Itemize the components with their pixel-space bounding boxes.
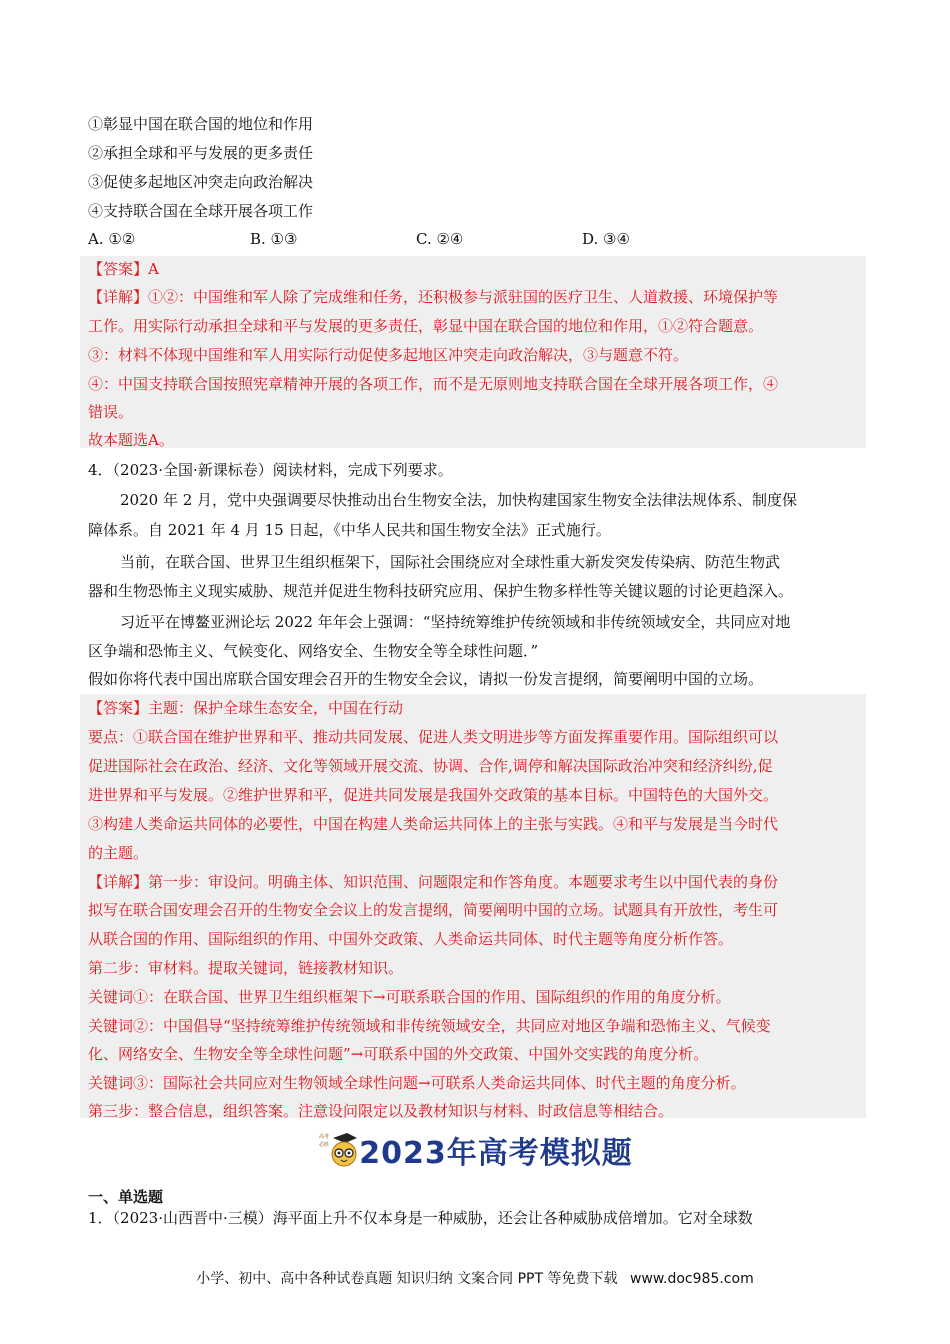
answer-4-line: 要点：①联合国在维护世界和平、推动共同发展、促进人类文明进步等方面发挥重要作用。国际组织可以 [88,728,779,746]
section-banner [0,1128,950,1176]
answer-1-line: 【详解】①②：中国维和军人除了完成维和任务，还积极参与派驻国的医疗卫生、人道救援、环境保护等 [88,288,779,306]
answer-1-label: 【答案】A [88,260,159,278]
answer-4-line: ③构建人类命运共同体的必要性，中国在构建人类命运共同体上的主张与实践。④和平与发展是当今时代 [88,815,779,833]
banner-title: 2023年高考模拟题 [359,1136,633,1171]
svg-text:高考: 高考 [319,1134,330,1140]
answer-4-line: 关键词②：中国倡导“坚持统筹维护传统领域和非传统领域安全，共同应对地区争端和恐怖主义、气候变 [88,1017,771,1035]
choice-d: D. ③④ [582,230,630,248]
option-statement-2: ②承担全球和平与发展的更多责任 [88,144,314,162]
answer-4-line: 第二步：审材料。提取关键词，链接教材知识。 [88,959,404,977]
material-paragraph: 器和生物恐怖主义现实威胁、规范并促进生物科技研究应用、保护生物多样性等关键议题的讨论更趋深入。 [88,582,794,600]
page-footer [0,1268,950,1288]
answer-4-line: 【答案】主题：保护全球生态安全，中国在行动 [88,699,404,717]
question-4-stem: 4．（2023·全国·新课标卷）阅读材料，完成下列要求。 [88,461,453,479]
answer-1-line: ④：中国支持联合国按照宪章精神开展的各项工作，而不是无原则地支持联合国在全球开展各项工作，④ [88,375,779,393]
section-heading: 一、单选题 [88,1188,164,1206]
material-paragraph: 区争端和恐怖主义、气候变化、网络安全、生物安全等全球性问题．” [88,642,539,660]
material-paragraph: 2020 年 2 月，党中央强调要尽快推动出台生物安全法，加快构建国家生物安全法律法规体系、制度保 [120,491,798,509]
svg-text:必胜: 必胜 [319,1142,330,1148]
section-question-1: 1．（2023·山西晋中·三模）海平面上升不仅本身是一种威胁，还会让各种威胁成倍增加。它对全球数 [88,1209,753,1227]
answer-4-line: 进世界和平与发展。②维护世界和平，促进共同发展是我国外交政策的基本目标。中国特色的大国外交。 [88,786,779,804]
choice-c: C. ②④ [416,230,464,248]
material-paragraph: 习近平在博鳌亚洲论坛 2022 年年会上强调：“坚持统筹维护传统领域和非传统领域安全，共同应对地 [120,613,791,631]
answer-4-line: 的主题。 [88,844,149,862]
footer-site-link[interactable]: www.doc985.com [629,1271,754,1287]
footer-text: 小学、初中、高中各种试卷真题 知识归纳 文案合同 PPT 等免费下载 [196,1271,618,1287]
answer-1-line: 工作。用实际行动承担全球和平与发展的更多责任，彰显中国在联合国的地位和作用，①②符合题意。 [88,317,764,335]
material-paragraph: 障体系。自 2021 年 4 月 15 日起，《中华人民共和国生物安全法》正式施行。 [88,521,611,539]
answer-1-line: ③：材料不体现中国维和军人用实际行动促使多起地区冲突走向政治解决，③与题意不符。 [88,346,689,364]
answer-1-line: 错误。 [88,403,134,421]
option-statement-3: ③促使多起地区冲突走向政治解决 [88,173,314,191]
answer-4-line: 促进国际社会在政治、经济、文化等领域开展交流、协调、合作,调停和解决国际政治冲突和经济纠纷,促 [88,757,773,775]
answer-4-line: 拟写在联合国安理会召开的生物安全会议上的发言提纲，简要阐明中国的立场。试题具有开放性，考生可 [88,901,779,919]
choice-a: A. ①② [88,230,136,248]
answer-4-line: 从联合国的作用、国际组织的作用、中国外交政策、人类命运共同体、时代主题等角度分析作答。 [88,930,734,948]
answer-1-line: 故本题选A。 [88,431,174,449]
question-4-task: 假如你将代表中国出席联合国安理会召开的生物安全会议，请拟一份发言提纲，简要阐明中国的立场。 [88,670,764,688]
material-paragraph: 当前，在联合国、世界卫生组织框架下，国际社会围绕应对全球性重大新发突发传染病、防范生物武 [120,553,781,571]
answer-4-line: 化、网络安全、生物安全等全球性问题”→可联系中国的外交政策、中国外交实践的角度分析。 [88,1045,709,1063]
option-statement-4: ④支持联合国在全球开展各项工作 [88,202,314,220]
answer-4-line: 【详解】第一步：审设问。明确主体、知识范围、问题限定和作答角度。本题要求考生以中国代表的身份 [88,873,779,891]
answer-4-line: 关键词③：国际社会共同应对生物领域全球性问题→可联系人类命运共同体、时代主题的角度分析。 [88,1074,746,1092]
choice-b: B. ①③ [250,230,298,248]
mascot-logo-icon [317,1130,357,1170]
answer-4-line: 第三步：整合信息，组织答案。注意设问限定以及教材知识与材料、时政信息等相结合。 [88,1102,674,1120]
answer-4-line: 关键词①：在联合国、世界卫生组织框架下→可联系联合国的作用、国际组织的作用的角度分析。 [88,988,731,1006]
option-statement-1: ①彰显中国在联合国的地位和作用 [88,115,314,133]
